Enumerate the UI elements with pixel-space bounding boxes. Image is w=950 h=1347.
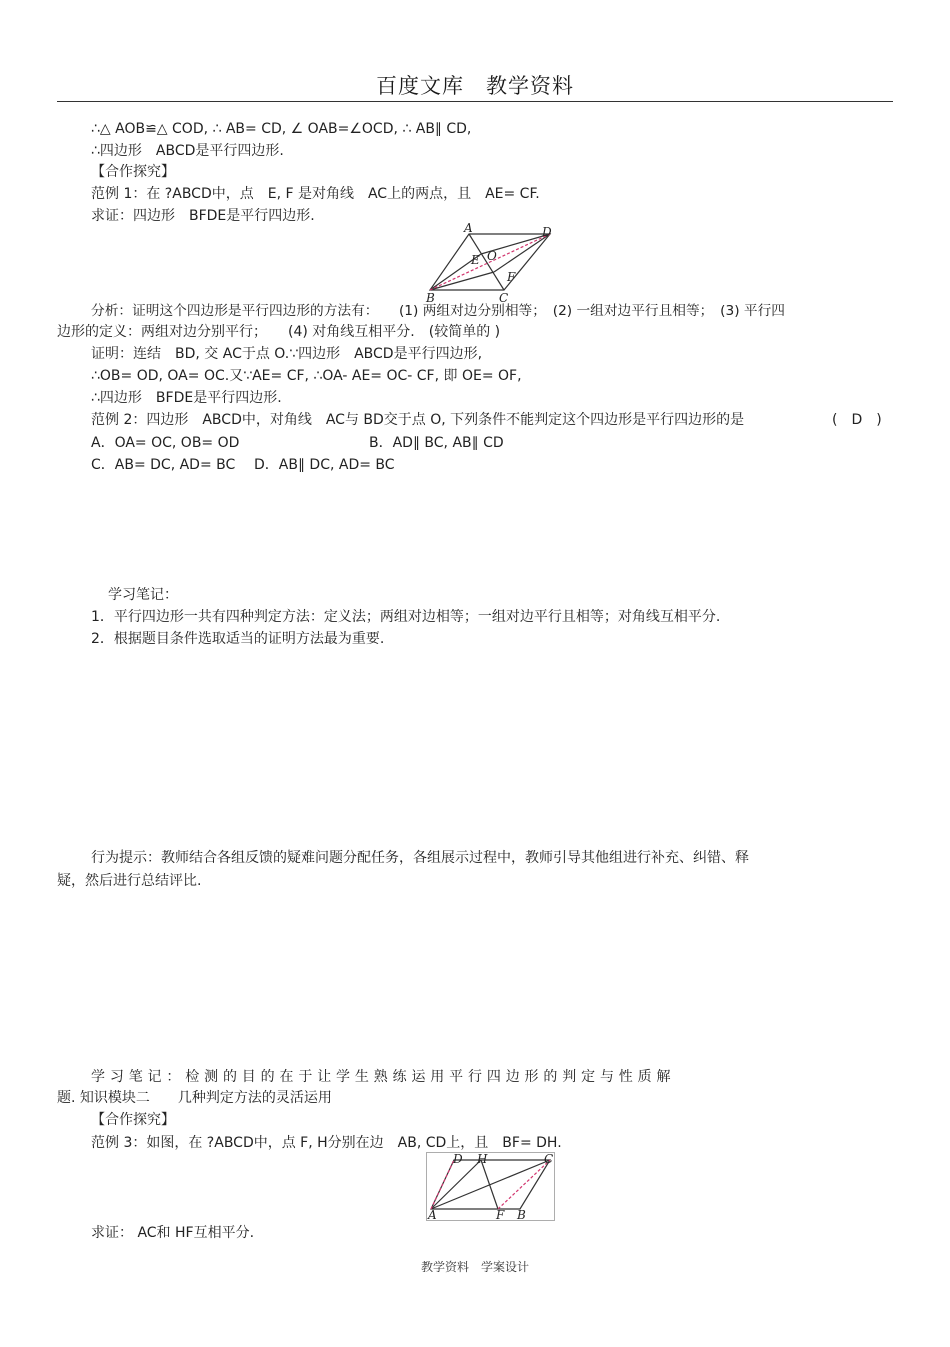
label-c-2: C	[544, 1152, 554, 1166]
example-2-question: 范例 2：四边形 ABCD中，对角线 AC与 BD交于点 O, 下列条件不能判定这个四边形是平行四边形的是	[91, 412, 745, 428]
example-2-option-a: A．OA= OC, OB= OD	[91, 435, 240, 451]
example-1-proof-line-3: ∴四边形 BFDE是平行四边形.	[91, 390, 282, 406]
intro-line-1: ∴△ AOB≌△ COD, ∴ AB= CD, ∠ OAB=∠OCD, ∴ AB∥ CD,	[91, 121, 472, 137]
label-d-2: D	[453, 1152, 463, 1166]
label-c: C	[499, 291, 509, 305]
label-a-2: A	[428, 1208, 437, 1222]
example-1-prove: 求证：四边形 BFDE是平行四边形.	[91, 208, 315, 224]
study-notes-item-2: 2．根据题目条件选取适当的证明方法最为重要.	[91, 631, 385, 647]
example-2-option-c: C．AB= DC, AD= BC	[91, 457, 236, 473]
example-1-figure	[424, 221, 559, 305]
section-heading-cooperative-2: 【合作探究】	[91, 1112, 175, 1128]
label-b: B	[426, 291, 435, 305]
example-1-analysis-line-2: 边形的定义：两组对边分别平行； (4) 对角线互相平分. (较简单的 )	[57, 324, 501, 340]
page-footer: 教学资料 学案设计	[420, 1260, 529, 1274]
segment-fd	[494, 234, 550, 272]
label-h: H	[477, 1152, 488, 1166]
study-notes-2-line-2: 题. 知识模块二 几种判定方法的灵活运用	[57, 1090, 332, 1106]
study-notes-title: 学习笔记：	[108, 587, 178, 603]
example-1-proof-line-2: ∴OB= OD, OA= OC.又∵AE= CF, ∴OA- AE= OC- CF, 即 OE= OF,	[91, 368, 522, 384]
label-e: E	[471, 253, 480, 267]
header-divider	[57, 101, 893, 102]
example-3-question: 范例 3：如图，在 ?ABCD中，点 F, H分别在边 AB, CD上，且 BF= DH.	[91, 1135, 562, 1151]
example-2-answer: ( D )	[832, 412, 882, 428]
label-a: A	[464, 221, 473, 235]
example-3-figure	[426, 1152, 556, 1222]
example-2-option-b: B．AD∥ BC, AB∥ CD	[369, 435, 504, 451]
example-1-analysis-line-1: 分析：证明这个四边形是平行四边形的方法有： (1) 两组对边分别相等； (2) 一组对边平行且相等； (3) 平行四	[91, 303, 785, 319]
label-b-2: B	[517, 1208, 526, 1222]
intro-line-2: ∴四边形 ABCD是平行四边形.	[91, 143, 284, 159]
study-notes-item-1: 1．平行四边形一共有四种判定方法：定义法；两组对边相等；一组对边平行且相等；对角线互相平分.	[91, 609, 721, 625]
example-1-proof-line-1: 证明：连结 BD, 交 AC于点 O.∵四边形 ABCD是平行四边形,	[91, 346, 483, 362]
page-header-title: 百度文库 教学资料	[376, 74, 574, 98]
study-notes-2-line-1: 学 习 笔 记 ： 检 测 的 目 的 在 于 让 学 生 熟 练 运 用 平 行 四 边 形 的 判 定 与 性 质 解	[91, 1069, 671, 1085]
section-heading-cooperative: 【合作探究】	[91, 164, 175, 180]
label-f: F	[507, 270, 516, 284]
example-2-option-d: D．AB∥ DC, AD= BC	[254, 457, 395, 473]
behavior-hint-line-1: 行为提示：教师结合各组反馈的疑难问题分配任务，各组展示过程中，教师引导其他组进行补充、纠错、释	[91, 850, 749, 866]
behavior-hint-line-2: 疑，然后进行总结评比.	[57, 873, 202, 889]
label-o: O	[487, 249, 497, 263]
label-f-2: F	[496, 1208, 505, 1222]
example-3-prove: 求证： AC和 HF互相平分.	[91, 1225, 255, 1241]
segment-ah	[431, 1160, 481, 1209]
diagonal-ac-2	[431, 1160, 550, 1209]
label-d: D	[542, 225, 552, 239]
example-1-question: 范例 1：在 ?ABCD中，点 E, F 是对角线 AC上的两点，且 AE= CF.	[91, 186, 540, 202]
